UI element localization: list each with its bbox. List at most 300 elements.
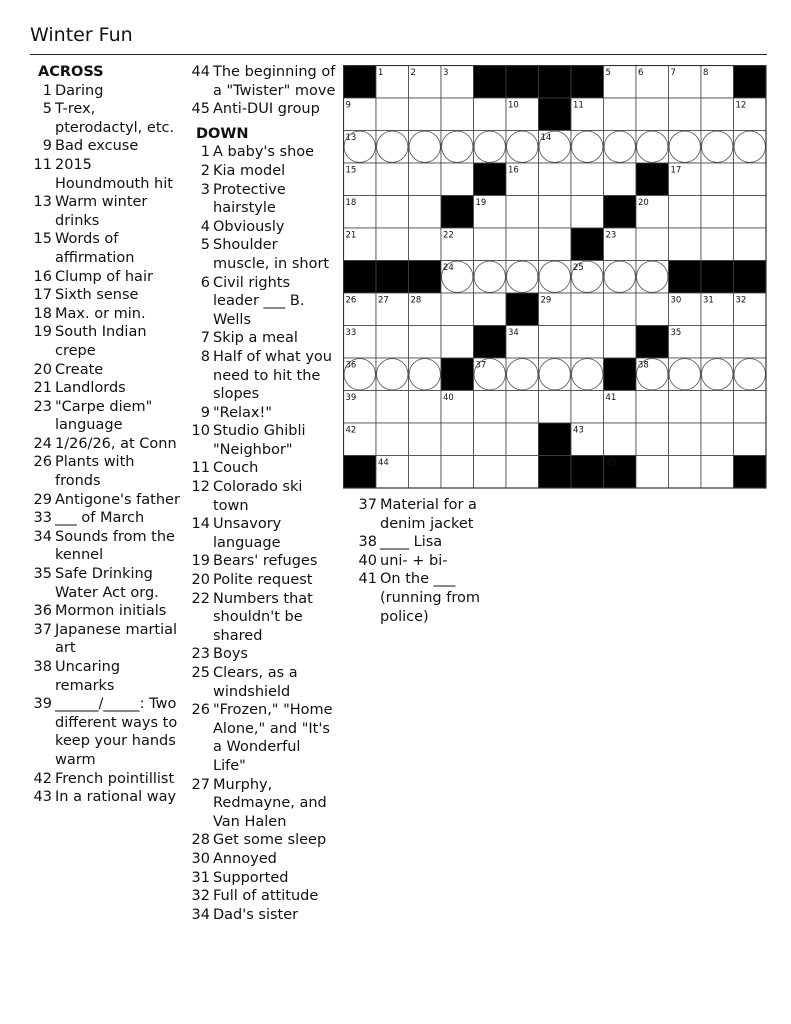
grid-cell[interactable] [604, 261, 637, 294]
clue-number: 9 [200, 404, 210, 421]
clue-number: 45 [191, 101, 210, 118]
down-clue-38 [355, 533, 505, 552]
clue-text: ____ Lisa [380, 534, 443, 551]
grid-cell[interactable] [701, 131, 734, 164]
black-square [344, 456, 377, 489]
grid-cell[interactable] [376, 98, 409, 131]
cell-number: 22 [443, 230, 454, 241]
clue-number: 5 [42, 101, 52, 118]
cell-number: 45 [605, 458, 617, 468]
clue-text: Civil rights leader ___ B. Wells [213, 274, 305, 328]
cell-number: 29 [540, 295, 552, 306]
grid-cell[interactable] [409, 358, 442, 391]
clue-text: Sounds from the kennel [55, 528, 175, 564]
grid-cell[interactable] [539, 261, 572, 294]
cell-number: 16 [508, 165, 519, 176]
clue-text: Bears' refuges [213, 553, 318, 570]
clue-text: Shoulder muscle, in short [213, 237, 330, 272]
grid-cell[interactable] [669, 358, 702, 391]
down-clue-10 [188, 422, 336, 459]
grid-cell[interactable] [604, 163, 637, 196]
grid-cell[interactable] [474, 228, 507, 261]
clue-number: 9 [42, 138, 52, 155]
clue-number: 10 [191, 423, 210, 440]
grid-cell[interactable] [604, 293, 637, 326]
grid-cell[interactable] [701, 326, 734, 359]
cell-number: 8 [703, 68, 709, 78]
black-square [571, 456, 604, 489]
clue-number: 20 [33, 361, 52, 378]
grid-cell[interactable] [636, 293, 669, 326]
grid-cell[interactable] [409, 163, 442, 196]
grid-cell[interactable] [506, 196, 539, 229]
clue-column-2 [188, 63, 336, 924]
grid-cell[interactable] [701, 456, 734, 489]
cell-number: 42 [345, 425, 357, 436]
grid-cell[interactable] [604, 98, 637, 131]
black-square [474, 326, 507, 359]
cell-number: 43 [573, 425, 584, 436]
clue-text: Couch [213, 460, 259, 477]
down-clue-28 [188, 831, 336, 850]
across-clue-35 [30, 565, 180, 602]
clue-number: 16 [33, 268, 52, 285]
across-clue-38 [30, 658, 180, 695]
grid-cell[interactable] [376, 326, 409, 359]
across-clue-24 [30, 435, 180, 454]
black-square [506, 293, 539, 326]
grid-cell[interactable] [506, 131, 539, 164]
clue-text: Get some sleep [213, 832, 327, 849]
down-clue-11 [188, 459, 336, 478]
clue-text: Clump of hair [55, 268, 153, 285]
across-clue-26 [30, 453, 180, 490]
grid-cell[interactable] [376, 391, 409, 424]
down-clue-32 [188, 887, 336, 906]
grid-cell[interactable] [636, 391, 669, 424]
clue-column-1 [30, 63, 180, 807]
clue-number: 23 [191, 646, 210, 663]
black-square [376, 261, 409, 294]
cell-number: 26 [345, 295, 357, 306]
grid-cell[interactable] [539, 163, 572, 196]
grid-cell[interactable] [409, 326, 442, 359]
clue-text: uni- + bi- [380, 552, 448, 569]
black-square [571, 66, 604, 99]
grid-cell[interactable] [636, 131, 669, 164]
cell-number: 32 [735, 295, 747, 306]
down-clue-40 [355, 552, 505, 571]
grid-cell[interactable] [734, 423, 767, 456]
grid-cell[interactable] [506, 358, 539, 391]
clue-number: 40 [358, 552, 377, 569]
down-clue-12 [188, 478, 336, 515]
clue-number: 12 [191, 479, 210, 496]
black-square [441, 196, 474, 229]
clue-text: Annoyed [213, 850, 277, 867]
grid-cell[interactable] [441, 423, 474, 456]
across-clue-36 [30, 602, 180, 621]
clue-column-3 [355, 496, 505, 626]
clue-text: "Frozen," "Home Alone," and "It's a Wonderful Life" [213, 702, 333, 774]
clue-number: 43 [33, 789, 52, 806]
down-clue-30 [188, 850, 336, 869]
cell-number: 1 [378, 68, 384, 78]
across-clue-23 [30, 398, 180, 435]
grid-cell[interactable] [474, 98, 507, 131]
down-clue-22 [188, 590, 336, 646]
clue-text: Warm winter drinks [55, 194, 148, 229]
across-clue-15 [30, 230, 180, 267]
cell-number: 30 [670, 295, 682, 306]
clue-text: Bad excuse [55, 138, 139, 155]
grid-cell[interactable] [376, 131, 409, 164]
across-clue-17 [30, 286, 180, 305]
black-square [571, 228, 604, 261]
clue-text: Boys [213, 646, 248, 663]
grid-cell[interactable] [571, 163, 604, 196]
down-clue-4 [188, 218, 336, 237]
grid-cell[interactable] [636, 423, 669, 456]
grid-cell[interactable] [604, 131, 637, 164]
grid-cell[interactable] [669, 196, 702, 229]
clue-number: 3 [200, 181, 210, 198]
cell-number: 5 [605, 68, 611, 78]
grid-cell[interactable] [409, 423, 442, 456]
across-clue-5 [30, 100, 180, 137]
clue-text: Daring [55, 82, 104, 99]
clue-text: Material for a denim jacket [380, 497, 477, 532]
grid-cell[interactable] [409, 456, 442, 489]
down-clue-1 [188, 143, 336, 162]
clue-number: 30 [191, 850, 210, 867]
down-clue-27 [188, 776, 336, 832]
cell-number: 34 [508, 328, 519, 338]
black-square [409, 261, 442, 294]
crossword-grid-svg [343, 65, 767, 489]
grid-cell[interactable] [669, 423, 702, 456]
clue-text: Protective hairstyle [213, 181, 286, 217]
clue-text: Words of affirmation [55, 231, 135, 266]
cell-number: 17 [670, 165, 682, 176]
across-clue-44 [188, 63, 336, 100]
grid-cell[interactable] [539, 228, 572, 261]
grid-cell[interactable] [506, 391, 539, 424]
down-clue-3 [188, 181, 336, 218]
grid-cell[interactable] [734, 326, 767, 359]
clue-text: "Relax!" [213, 404, 272, 421]
across-clue-45 [188, 100, 336, 119]
down-clue-2 [188, 162, 336, 181]
clue-text: Murphy, Redmayne, and Van Halen [213, 776, 327, 830]
clue-number: 23 [33, 398, 52, 415]
grid-cell[interactable] [539, 391, 572, 424]
grid-cell[interactable] [539, 358, 572, 391]
grid-cell[interactable] [636, 98, 669, 131]
down-clue-31 [188, 869, 336, 888]
title-divider [30, 54, 767, 55]
grid-cell[interactable] [539, 326, 572, 359]
grid-cell[interactable] [506, 261, 539, 294]
clue-number: 24 [33, 435, 52, 452]
grid-cell[interactable] [669, 98, 702, 131]
grid-cell[interactable] [701, 391, 734, 424]
black-square [636, 163, 669, 196]
down-clue-25 [188, 664, 336, 701]
clue-number: 2 [200, 162, 210, 179]
clue-text: Japanese martial art [55, 621, 178, 657]
cell-number: 13 [345, 133, 357, 143]
grid-cell[interactable] [734, 391, 767, 424]
grid-cell[interactable] [474, 131, 507, 164]
clue-number: 36 [33, 603, 52, 620]
clue-number: 1 [200, 144, 210, 161]
cell-number: 28 [410, 295, 422, 306]
down-clue-37 [355, 496, 505, 533]
grid-cell[interactable] [441, 98, 474, 131]
grid-cell[interactable] [409, 228, 442, 261]
black-square [669, 261, 702, 294]
grid-cell[interactable] [376, 423, 409, 456]
grid-cell[interactable] [474, 456, 507, 489]
grid-cell[interactable] [376, 358, 409, 391]
cell-number: 14 [540, 133, 552, 143]
clue-text: The beginning of a "Twister" move [213, 64, 336, 99]
clue-number: 11 [191, 460, 210, 477]
clue-text: Kia model [213, 162, 286, 179]
clue-number: 5 [200, 237, 210, 254]
clue-text: In a rational way [55, 789, 177, 806]
down-heading: DOWN [196, 125, 249, 142]
grid-cell[interactable] [571, 358, 604, 391]
clue-number: 42 [33, 770, 52, 787]
grid-cell[interactable] [604, 423, 637, 456]
black-square [539, 98, 572, 131]
clue-number: 6 [200, 274, 210, 291]
clue-number: 44 [191, 64, 210, 80]
grid-cell[interactable] [669, 391, 702, 424]
clue-text: Sixth sense [55, 287, 139, 304]
across-clue-33 [30, 509, 180, 528]
grid-cell[interactable] [571, 196, 604, 229]
clue-number: 13 [33, 194, 52, 211]
clue-number: 26 [33, 454, 52, 471]
grid-cell[interactable] [506, 228, 539, 261]
grid-cell[interactable] [441, 163, 474, 196]
cell-number: 4 [475, 68, 481, 78]
cell-number: 2 [410, 68, 416, 78]
clue-number: 19 [33, 324, 52, 341]
cell-number: 33 [345, 328, 357, 338]
grid-cell[interactable] [636, 456, 669, 489]
clue-number: 4 [200, 218, 210, 235]
clue-number: 41 [358, 571, 377, 588]
grid-cell[interactable] [701, 163, 734, 196]
clue-text: Anti-DUI group [213, 101, 320, 118]
grid-cell[interactable] [669, 131, 702, 164]
grid-cell[interactable] [571, 293, 604, 326]
grid-cell[interactable] [376, 228, 409, 261]
clue-number: 1 [42, 82, 52, 99]
grid-cell[interactable] [636, 228, 669, 261]
clue-number: 20 [191, 572, 210, 589]
clue-text: Full of attitude [213, 888, 319, 905]
clue-text: Unsavory language [213, 516, 282, 551]
grid-cell[interactable] [734, 196, 767, 229]
grid-cell[interactable] [474, 391, 507, 424]
grid-cell[interactable] [701, 423, 734, 456]
across-clue-43 [30, 788, 180, 807]
cell-number: 3 [443, 68, 449, 78]
cell-number: 44 [378, 458, 389, 468]
black-square [474, 163, 507, 196]
clue-number: 31 [191, 869, 210, 886]
cell-number: 9 [345, 100, 351, 111]
cell-number: 19 [475, 198, 487, 208]
cell-number: 41 [605, 393, 617, 403]
grid-cell[interactable] [409, 391, 442, 424]
across-heading: ACROSS [38, 64, 104, 80]
clue-text: Landlords [55, 380, 126, 397]
cell-number: 12 [735, 100, 747, 111]
clue-text: Obviously [213, 218, 285, 235]
clue-text: Studio Ghibli "Neighbor" [213, 423, 306, 458]
clue-number: 8 [200, 348, 210, 365]
across-clue-34 [30, 528, 180, 565]
grid-cell[interactable] [571, 326, 604, 359]
clue-text: French pointillist [55, 770, 175, 787]
cell-number: 40 [443, 393, 454, 403]
across-clue-11 [30, 156, 180, 193]
black-square [539, 66, 572, 99]
grid-cell[interactable] [409, 98, 442, 131]
clue-text: Dad's sister [213, 906, 299, 923]
cell-number: 36 [345, 360, 357, 371]
clue-text: T-rex, pterodactyl, etc. [55, 101, 175, 136]
down-clue-23 [188, 645, 336, 664]
grid-cell[interactable] [474, 293, 507, 326]
grid-cell[interactable] [506, 456, 539, 489]
black-square [701, 261, 734, 294]
grid-cell[interactable] [441, 293, 474, 326]
cell-number: 39 [345, 393, 357, 403]
clue-text: Clears, as a windshield [213, 665, 298, 700]
across-clue-18 [30, 305, 180, 324]
across-clue-13 [30, 193, 180, 230]
grid-cell[interactable] [734, 358, 767, 391]
grid-cell[interactable] [636, 261, 669, 294]
grid-cell[interactable] [506, 423, 539, 456]
grid-cell[interactable] [571, 391, 604, 424]
grid-cell[interactable] [409, 196, 442, 229]
cell-number: 20 [638, 198, 649, 208]
across-clue-29 [30, 491, 180, 510]
grid-cell[interactable] [734, 228, 767, 261]
grid-cell[interactable] [701, 358, 734, 391]
down-clue-6 [188, 274, 336, 330]
across-clue-16 [30, 268, 180, 287]
clue-text: Safe Drinking Water Act org. [55, 566, 159, 601]
crossword-grid [343, 65, 767, 489]
cell-number: 27 [378, 295, 389, 306]
clue-text: Mormon initials [55, 603, 167, 620]
black-square [734, 66, 767, 99]
clue-number: 37 [358, 497, 377, 513]
across-clue-42 [30, 770, 180, 789]
clue-number: 38 [358, 534, 377, 551]
cell-number: 7 [670, 68, 676, 78]
grid-cell[interactable] [474, 261, 507, 294]
clue-number: 35 [33, 566, 52, 583]
across-clue-19 [30, 323, 180, 360]
grid-cell[interactable] [604, 326, 637, 359]
grid-cell[interactable] [571, 131, 604, 164]
black-square [636, 326, 669, 359]
grid-cell[interactable] [474, 423, 507, 456]
grid-cell[interactable] [376, 163, 409, 196]
grid-cell[interactable] [701, 196, 734, 229]
clue-number: 21 [33, 380, 52, 397]
down-clue-9 [188, 404, 336, 423]
across-clue-1 [30, 82, 180, 101]
clue-text: Antigone's father [55, 491, 180, 508]
down-clue-34 [188, 906, 336, 925]
clue-text: 1/26/26, at Conn [55, 435, 177, 452]
clue-number: 27 [191, 776, 210, 793]
clue-number: 25 [191, 665, 210, 681]
grid-cell[interactable] [701, 98, 734, 131]
across-clue-39 [30, 695, 180, 769]
down-clue-20 [188, 571, 336, 590]
across-clue-20 [30, 361, 180, 380]
clue-text: Max. or min. [55, 305, 146, 322]
clue-text: Skip a meal [213, 330, 298, 347]
clue-number: 17 [33, 287, 52, 304]
grid-cell[interactable] [734, 163, 767, 196]
down-clue-8 [188, 348, 336, 404]
grid-cell[interactable] [376, 196, 409, 229]
grid-cell[interactable] [701, 228, 734, 261]
grid-cell[interactable] [734, 131, 767, 164]
clue-text: 2015 Houndmouth hit [55, 156, 173, 192]
grid-cell[interactable] [441, 326, 474, 359]
clue-number: 29 [33, 491, 52, 508]
grid-cell[interactable] [409, 131, 442, 164]
black-square [734, 456, 767, 489]
down-clue-14 [188, 515, 336, 552]
cell-number: 18 [345, 198, 357, 208]
clue-text: On the ___ (running from police) [380, 571, 480, 625]
grid-cell[interactable] [441, 131, 474, 164]
clue-text: ______/_____: Two different ways to keep your hands warm [55, 696, 178, 768]
clue-text: Colorado ski town [213, 479, 303, 514]
clue-number: 32 [191, 888, 210, 905]
clue-number: 28 [191, 832, 210, 849]
grid-cell[interactable] [669, 456, 702, 489]
down-clue-5 [188, 236, 336, 273]
clue-number: 37 [33, 621, 52, 638]
cell-number: 35 [670, 328, 682, 338]
across-clue-21 [30, 379, 180, 398]
grid-cell[interactable] [669, 228, 702, 261]
clue-text: Uncaring remarks [55, 659, 121, 694]
down-clue-19 [188, 552, 336, 571]
down-clue-7 [188, 329, 336, 348]
clue-text: Supported [213, 869, 289, 886]
across-clue-37 [30, 621, 180, 658]
grid-cell[interactable] [441, 456, 474, 489]
grid-cell[interactable] [539, 196, 572, 229]
